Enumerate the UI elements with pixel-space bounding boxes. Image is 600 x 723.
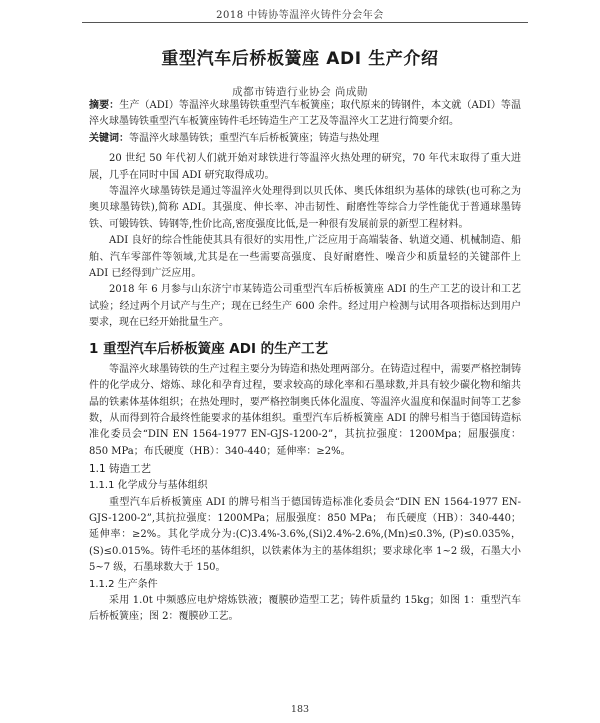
intro-paragraph: ADI 良好的综合性能使其具有很好的实用性,广泛应用于高端装备、轨道交通、机械制造、船舶、汽车零部件等领域,尤其是在一些需要高强度、良好耐磨性、噪音少和质量轻的关键部件上 ADI 已经得到广泛应用。	[89, 235, 521, 280]
intro-paragraph: 2018 年 6 月参与山东济宁市某铸造公司重型汽车后桥板簧座 ADI 的生产工艺的设计和工艺试验；经过两个月试产与生产；现在已经生产 600 余件。经过用户检测与试用各项指标达到用户要求，现在已经开始批量生产。	[89, 284, 521, 329]
subsection-paragraph: 重型汽车后桥板簧座 ADI 的牌号相当于德国铸造标准化委员会“DIN EN 1564-1977 EN-GJS-1200-2”,其抗拉强度：1200MPa；屈服强度：850 MPa； 布氏硬度（HB）：340-440；延伸率：≥2%。其化学成分为:(C)3.4%-3.6%,(Si)2.4%-2.6%,(Mn)≤0.3%, (P)≤0.035%，(S)≤0.015%。铸件毛坯的基体组织，以铁素体为主的基体组织；要求球化率 1~2 级，石墨大小 5~7 级，石墨球数大于 150。	[89, 496, 521, 574]
subsubsection-heading: 1.1.1 化学成分与基体组织	[89, 480, 208, 492]
subsection-heading: 1.1 铸造工艺	[89, 463, 152, 476]
abstract	[89, 98, 521, 131]
abstract-text: 生产（ADI）等温淬火球墨铸铁重型汽车板簧座；取代原来的铸钢件，本文就（ADI）等温淬火球墨铸铁重型汽车板簧座铸件毛坯铸造生产工艺及等温淬火工艺进行简要介绍。	[89, 100, 521, 128]
intro-paragraph: 20 世纪 50 年代初人们就开始对球铁进行等温淬火热处理的研究，70 年代末取得了重大进展，几乎在同时中国 ADI 研究取得成功。	[89, 153, 521, 181]
intro-paragraph: 等温淬火球墨铸铁是通过等温淬火处理得到以贝氏体、奥氏体组织为基体的球铁(也可称之为奥贝球墨铸铁),简称 ADI。其强度、伸长率、冲击韧性、耐磨性等综合力学性能优于普通球墨铸铁、可锻铸铁、铸钢等,性价比高,密度强度比低,是一种很有发展前景的新型工程材料。	[89, 186, 521, 230]
running-header: 2018 中铸协等温淬火铸件分会年会	[216, 10, 384, 21]
subsection-paragraph: 采用 1.0t 中频感应电炉熔炼铁液；覆膜砂造型工艺；铸件质量约 15kg；如图 1：重型汽车后桥板簧座；图 2：覆膜砂工艺。	[89, 594, 521, 623]
keywords-label: 关键词：	[89, 132, 129, 144]
paper-body	[89, 98, 521, 626]
keywords-text: 等温淬火球墨铸铁；重型汽车后桥板簧座；铸造与热处理	[129, 132, 379, 144]
subsubsection-heading: 1.1.2 生产条件	[89, 578, 158, 590]
keywords	[89, 131, 521, 147]
paper-title: 重型汽车后桥板簧座 ADI 生产介绍	[161, 49, 439, 69]
section-heading: 1 重型汽车后桥板簧座 ADI 的生产工艺	[89, 340, 329, 357]
header-rule	[82, 22, 528, 23]
abstract-label: 摘要：	[89, 100, 120, 111]
author-line: 成都市铸造行业协会 尚成勋	[232, 86, 368, 98]
section-paragraph: 等温淬火球墨铸铁的生产过程主要分为铸造和热处理两部分。在铸造过程中，需要严格控制铸件的化学成分、熔炼、球化和孕育过程，要求较高的球化率和石墨球数,并具有较少碳化物和缩共晶的铁素体基体组织；在热处理时，要严格控制奥氏体化温度、等温淬火温度和保温时间等工艺参数，从而得到符合最终性能要求的基体组织。重型汽车后桥板簧座 ADI 的牌号相当于德国铸造标准化委员会“DIN EN 1564-1977 EN-GJS-1200-2”，其抗拉强度：1200Mpa；屈服强度：850 MPa；布氏硬度（HB）：340-440；延伸率：≥2%。	[89, 363, 521, 457]
page-number: 183	[290, 704, 310, 715]
